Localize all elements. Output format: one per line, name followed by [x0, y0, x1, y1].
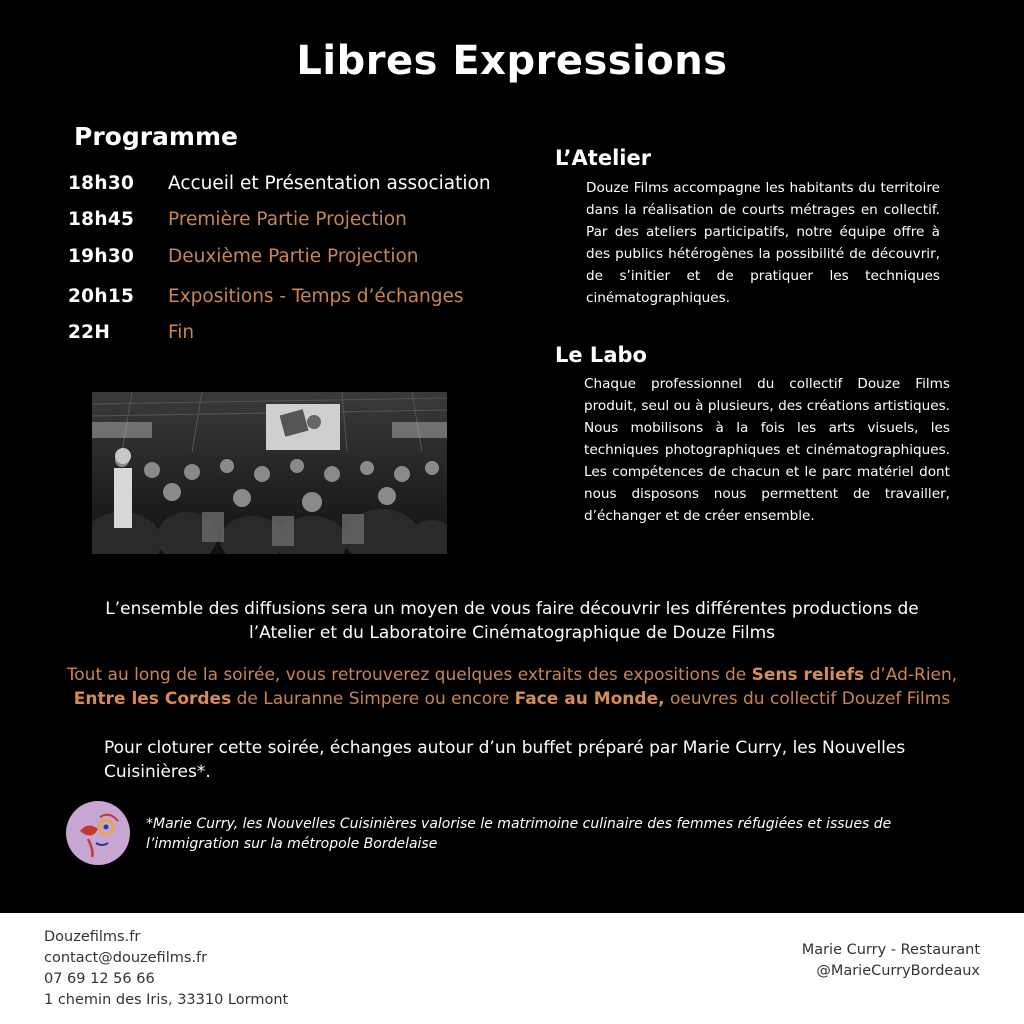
work-title: Entre les Cordes: [73, 689, 232, 709]
programme-heading: Programme: [74, 122, 238, 151]
labo-heading: Le Labo: [555, 343, 647, 367]
marie-curry-logo: [66, 801, 130, 865]
expositions-credit: oeuvres du collectif Douzef Films: [664, 689, 951, 709]
programme-label: Première Partie Projection: [168, 209, 407, 230]
footnote: *Marie Curry, les Nouvelles Cuisinières valorise le matrimoine culinaire des femmes réfugiées et issues de l’immigration sur la métropole Bordelaise: [146, 816, 892, 852]
programme-time: 18h30: [68, 173, 135, 194]
programme-item: [68, 209, 407, 230]
expositions-credit: de Lauranne Simpere ou encore: [231, 689, 515, 709]
restaurant-info: [802, 940, 980, 982]
contact-info: [44, 927, 288, 1011]
phone-number: 07 69 12 56 66: [44, 971, 155, 987]
email-link[interactable]: contact@douzefilms.fr: [44, 950, 208, 966]
footer: [0, 913, 1024, 1024]
website-link[interactable]: Douzefilms.fr: [44, 929, 141, 945]
diffusion-text: [40, 597, 984, 645]
programme-time: 22H: [68, 322, 111, 343]
atelier-heading: L’Atelier: [555, 146, 652, 170]
diffusion-line: l’Atelier et du Laboratoire Cinématographique de Douze Films: [248, 623, 776, 643]
labo-text: Chaque professionnel du collectif Douze Films produit, seul ou à plusieurs, des créations artistiques. Nous mobilisons à la fois les arts visuels, les techniques photographiques et cinématographiques. Les compétences de chacun et le parc matériel dont nous disposons nous permettent de travailler, d’échanger et de créer ensemble.: [584, 376, 950, 524]
programme-time: 20h15: [68, 286, 135, 307]
programme-label: Accueil et Présentation association: [168, 173, 491, 194]
expositions-intro: Tout au long de la soirée, vous retrouverez quelques extraits des expositions de: [66, 665, 752, 685]
programme-item: [68, 322, 194, 343]
programme-item: [68, 286, 464, 307]
programme-label: Deuxième Partie Projection: [168, 246, 419, 267]
address: 1 chemin des Iris, 33310 Lormont: [44, 992, 289, 1008]
page-title: Libres Expressions: [296, 38, 728, 84]
audience-photo: [92, 392, 447, 554]
programme-label: Fin: [168, 322, 195, 343]
expositions-credit: d’Ad-Rien,: [864, 665, 958, 685]
diffusion-line: L’ensemble des diffusions sera un moyen de vous faire découvrir les différentes productions de: [105, 599, 919, 619]
programme-item: [68, 173, 491, 194]
expositions-text: [20, 663, 1004, 711]
work-title: Sens reliefs: [751, 665, 865, 685]
restaurant-handle[interactable]: @MarieCurryBordeaux: [816, 963, 980, 979]
closing-text: Pour cloturer cette soirée, échanges autour d’un buffet préparé par Marie Curry, les Nouvelles Cuisinières*.: [104, 738, 906, 782]
programme-time: 18h45: [68, 209, 135, 230]
programme-time: 19h30: [68, 246, 135, 267]
restaurant-name: Marie Curry - Restaurant: [801, 942, 980, 958]
programme-item: [68, 246, 419, 267]
work-title: Face au Monde,: [514, 689, 665, 709]
programme-label: Expositions - Temps d’échanges: [168, 286, 464, 307]
atelier-text: Douze Films accompagne les habitants du territoire dans la réalisation de courts métrages en collectif. Par des ateliers participatifs, notre équipe offre à des publics hétérogènes la possibilité de découvrir, de s’initier et de pratiquer les techniques cinématographiques.: [586, 180, 940, 306]
